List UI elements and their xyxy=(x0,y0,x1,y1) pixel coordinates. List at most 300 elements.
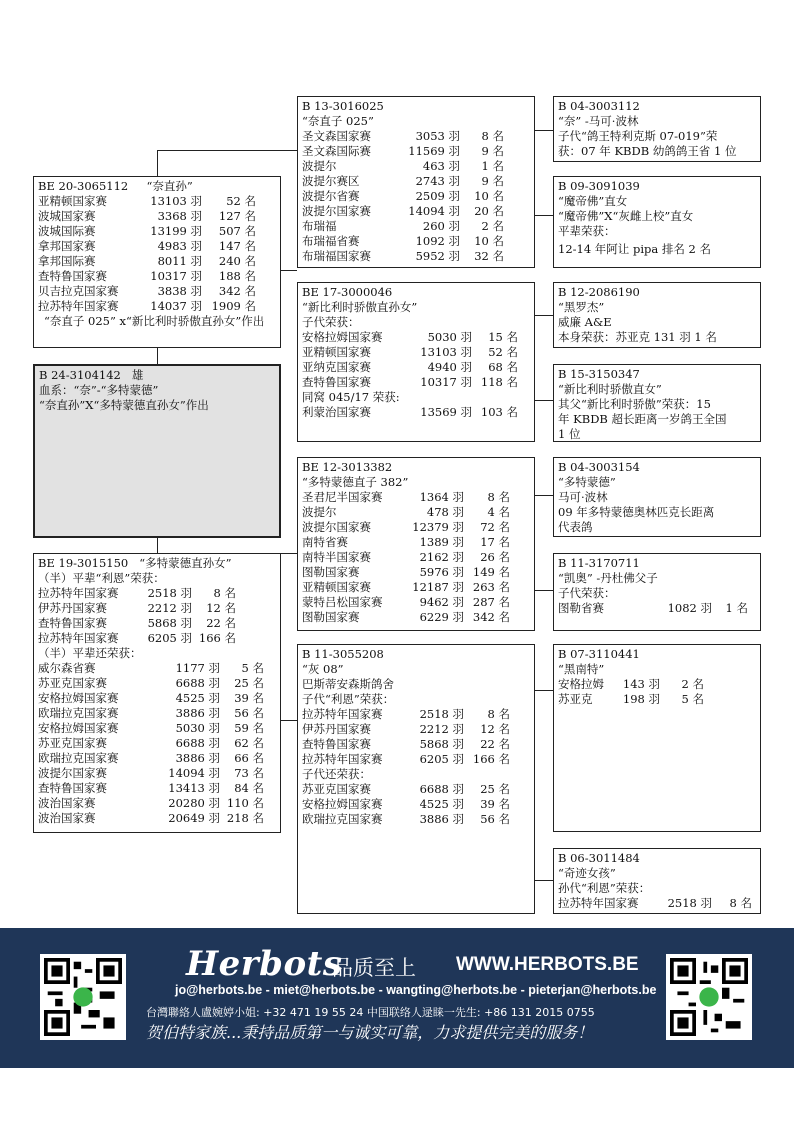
flock-size: 2162 羽 xyxy=(419,550,464,564)
great-granddam1-box xyxy=(553,176,761,268)
ggs3-line: “多特蒙德” xyxy=(558,475,616,489)
ggd4-line: 孙代“利恩”荣获： xyxy=(558,881,651,895)
flock-size: 1364 羽 xyxy=(419,490,464,504)
flock-size: 6688 羽 xyxy=(419,782,464,796)
connector xyxy=(534,495,553,496)
result-row xyxy=(302,737,530,752)
placement: 8 名 xyxy=(729,896,752,910)
ggd1-line: “魔帝佛”直女 xyxy=(558,194,628,208)
result-row xyxy=(558,896,756,911)
race-name: 图勒省赛 xyxy=(558,601,604,615)
ggs1-line: “奈” -马可·波林 xyxy=(558,114,639,128)
granddam2-ring: B 11-3055208 xyxy=(302,647,384,661)
granddam1-heading2: 同窝 045/17 荣获: xyxy=(302,390,400,404)
result-row xyxy=(302,595,530,610)
race-name: 查特鲁国家赛 xyxy=(38,269,107,283)
sire-box xyxy=(33,176,281,348)
result-row xyxy=(302,234,530,249)
result-row xyxy=(38,194,276,209)
result-row xyxy=(38,736,276,751)
flock-size: 2518 羽 xyxy=(147,586,192,600)
subject-bloodline: 血系：“奈”-“多特蒙德” xyxy=(39,383,159,397)
subject-header: B 24-3104142 雄 xyxy=(39,368,144,382)
flock-size: 14037 羽 xyxy=(150,299,202,313)
qr-code-line-icon[interactable] xyxy=(40,954,126,1040)
flock-size: 2509 羽 xyxy=(415,189,460,203)
ggs1-line: 获：07 年 KBDB 幼鸽鸽王省 1 位 xyxy=(558,144,737,158)
result-row xyxy=(302,722,530,737)
placement: 240 名 xyxy=(218,254,256,268)
flock-size: 1177 羽 xyxy=(175,661,220,675)
race-name: 波提尔国家赛 xyxy=(302,520,371,534)
placement: 9 名 xyxy=(481,144,504,158)
result-row xyxy=(302,565,530,580)
flock-size: 6229 羽 xyxy=(419,610,464,624)
result-row xyxy=(302,505,530,520)
flock-size: 5030 羽 xyxy=(175,721,220,735)
granddam2-heading2: 子代还荣获： xyxy=(302,767,371,781)
grandsire2-name: “多特蒙德直子 382” xyxy=(302,475,409,489)
placement: 1 名 xyxy=(725,601,748,615)
connector xyxy=(534,130,553,131)
flock-size: 3886 羽 xyxy=(419,812,464,826)
race-name: 图勒国家赛 xyxy=(302,610,360,624)
placement: 17 名 xyxy=(480,535,510,549)
flock-size: 10317 羽 xyxy=(150,269,202,283)
dam-heading2: （半）平辈还荣获： xyxy=(38,646,142,660)
result-row xyxy=(558,677,756,692)
placement: 66 名 xyxy=(234,751,264,765)
race-name: 蒙特吕松国家赛 xyxy=(302,595,383,609)
race-name: 欧瑞拉克国家赛 xyxy=(38,751,119,765)
result-row xyxy=(302,144,530,159)
race-name: 拿邦国家赛 xyxy=(38,239,96,253)
result-row xyxy=(38,299,276,314)
subject-box xyxy=(33,364,281,538)
grandsire1-name: “奈直子 025” xyxy=(302,114,374,128)
result-row xyxy=(38,766,276,781)
ggd1-line: 平辈荣获： xyxy=(558,224,616,238)
flock-size: 3053 羽 xyxy=(415,129,460,143)
race-name: 拉苏特年国家赛 xyxy=(38,586,119,600)
result-row xyxy=(302,219,530,234)
ggs3-ring: B 04-3003154 xyxy=(558,460,640,474)
placement: 72 名 xyxy=(480,520,510,534)
placement: 8 名 xyxy=(487,707,510,721)
placement: 287 名 xyxy=(472,595,510,609)
grandsire2-ring: BE 12-3013382 xyxy=(302,460,393,474)
race-name: 亚精顿国家赛 xyxy=(302,345,371,359)
connector xyxy=(157,347,158,365)
connector xyxy=(157,150,298,177)
flock-size: 478 羽 xyxy=(426,505,464,519)
grandsire1-box xyxy=(297,96,535,268)
result-row xyxy=(302,189,530,204)
race-name: 亚精顿国家赛 xyxy=(302,580,371,594)
flock-size: 5952 羽 xyxy=(415,249,460,263)
placement: 52 名 xyxy=(226,194,256,208)
result-row xyxy=(38,601,276,616)
great-grandsire1-box xyxy=(553,96,761,162)
great-granddam4-box xyxy=(553,848,761,914)
result-row xyxy=(38,269,276,284)
race-name: 亚精顿国家赛 xyxy=(38,194,107,208)
placement: 4 名 xyxy=(487,505,510,519)
placement: 2 名 xyxy=(681,677,704,691)
flock-size: 13103 羽 xyxy=(150,194,202,208)
result-row xyxy=(302,520,530,535)
race-name: 伊苏丹国家赛 xyxy=(302,722,371,736)
race-name: 安格拉姆国家赛 xyxy=(302,797,383,811)
placement: 127 名 xyxy=(218,209,256,223)
ggd2-ring: B 15-3150347 xyxy=(558,367,640,381)
placement: 166 名 xyxy=(198,631,236,645)
result-row xyxy=(302,375,530,390)
result-row xyxy=(38,676,276,691)
race-name: 拉苏特年国家赛 xyxy=(38,299,119,313)
placement: 10 名 xyxy=(474,189,504,203)
race-name: 拉苏特年国家赛 xyxy=(302,752,383,766)
placement: 26 名 xyxy=(480,550,510,564)
great-grandsire3-box xyxy=(553,457,761,537)
flock-size: 143 羽 xyxy=(622,677,660,691)
result-row xyxy=(302,797,530,812)
race-name: 波提尔国家赛 xyxy=(302,204,371,218)
placement: 147 名 xyxy=(218,239,256,253)
flock-size: 10317 羽 xyxy=(420,375,472,389)
ggs3-line: 马可·波林 xyxy=(558,490,608,504)
placement: 9 名 xyxy=(481,174,504,188)
result-row xyxy=(38,586,276,601)
race-name: 波提尔赛区 xyxy=(302,174,360,188)
placement: 84 名 xyxy=(234,781,264,795)
result-row xyxy=(38,254,276,269)
dam-heading1: （半）平辈“利恩”荣获： xyxy=(38,571,165,585)
grandsire2-box xyxy=(297,457,535,631)
granddam2-loft: 巴斯蒂安森斯鸽舍 xyxy=(302,677,394,691)
race-name: 查特鲁国家赛 xyxy=(38,616,107,630)
granddam1-name: “新比利时骄傲直孙女” xyxy=(302,300,418,314)
ggs3-line: 代表鸽 xyxy=(558,520,593,534)
flock-size: 4525 羽 xyxy=(419,797,464,811)
race-name: 拉苏特年国家赛 xyxy=(558,896,639,910)
flock-size: 260 羽 xyxy=(422,219,460,233)
connector xyxy=(534,880,553,881)
granddam2-heading: 子代“利恩”荣获： xyxy=(302,692,395,706)
placement: 22 名 xyxy=(480,737,510,751)
result-row xyxy=(558,601,756,616)
placement: 12 名 xyxy=(206,601,236,615)
flock-size: 13199 羽 xyxy=(150,224,202,238)
placement: 188 名 xyxy=(218,269,256,283)
placement: 12 名 xyxy=(480,722,510,736)
granddam1-ring: BE 17-3000046 xyxy=(302,285,393,299)
race-name: 图勒国家赛 xyxy=(302,565,360,579)
race-name: 威尔森省赛 xyxy=(38,661,96,675)
race-name: 安格拉姆国家赛 xyxy=(38,691,119,705)
ggd3-ring: B 11-3170711 xyxy=(558,556,640,570)
result-row xyxy=(302,580,530,595)
placement: 25 名 xyxy=(480,782,510,796)
connector xyxy=(534,215,553,216)
result-row xyxy=(302,249,530,264)
connector xyxy=(280,270,297,271)
race-name: 查特鲁国家赛 xyxy=(302,737,371,751)
granddam1-heading: 子代荣获： xyxy=(302,315,360,329)
race-name: 安格拉姆国家赛 xyxy=(302,330,383,344)
qr-code-wechat-icon[interactable] xyxy=(666,954,752,1040)
result-row xyxy=(302,129,530,144)
ggd3-line: 子代荣获： xyxy=(558,586,616,600)
flock-size: 463 羽 xyxy=(422,159,460,173)
sire-header: BE 20-3065112 “奈直孙” xyxy=(38,179,193,193)
website-link[interactable]: WWW.HERBOTS.BE xyxy=(456,954,639,975)
ggs2-line: 本身荣获：苏亚克 131 羽 1 名 xyxy=(558,330,717,344)
ggd3-line: “凯奥” -丹杜佛父子 xyxy=(558,571,658,585)
flock-size: 1389 羽 xyxy=(419,535,464,549)
flock-size: 4983 羽 xyxy=(157,239,202,253)
result-row xyxy=(302,610,530,625)
race-name: 亚纳克国家赛 xyxy=(302,360,371,374)
connector xyxy=(534,690,553,691)
result-row xyxy=(302,707,530,722)
result-row xyxy=(38,721,276,736)
result-row xyxy=(302,204,530,219)
placement: 56 名 xyxy=(480,812,510,826)
great-grandsire2-box xyxy=(553,282,761,348)
placement: 1 名 xyxy=(481,159,504,173)
flock-size: 2212 羽 xyxy=(419,722,464,736)
result-row xyxy=(38,616,276,631)
flock-size: 13413 羽 xyxy=(168,781,220,795)
placement: 56 名 xyxy=(234,706,264,720)
flock-size: 9462 羽 xyxy=(419,595,464,609)
placement: 5 名 xyxy=(681,692,704,706)
placement: 342 名 xyxy=(218,284,256,298)
qr-code-icon xyxy=(670,958,748,1036)
result-row xyxy=(302,405,530,420)
result-row xyxy=(38,284,276,299)
grandsire1-ring: B 13-3016025 xyxy=(302,99,384,113)
flock-size: 4525 羽 xyxy=(175,691,220,705)
ggs2-line: 威廉 A&E xyxy=(558,315,612,329)
connector xyxy=(534,400,553,401)
placement: 73 名 xyxy=(234,766,264,780)
flock-size: 5868 羽 xyxy=(147,616,192,630)
ggd1-line: 12-14 年阿让 pipa 排名 2 名 xyxy=(558,242,712,256)
race-name: 波城国家赛 xyxy=(38,209,96,223)
flock-size: 3886 羽 xyxy=(175,751,220,765)
ggs2-ring: B 12-2086190 xyxy=(558,285,640,299)
company-motto: 贺伯特家族...秉持品质第一与诚实可靠，力求提供完美的服务！ xyxy=(146,1023,594,1042)
race-name: 圣文森国家赛 xyxy=(302,129,371,143)
race-name: 南特省赛 xyxy=(302,535,348,549)
placement: 103 名 xyxy=(480,405,518,419)
race-name: 拉苏特年国家赛 xyxy=(38,631,119,645)
race-name: 伊苏丹国家赛 xyxy=(38,601,107,615)
ggd2-line: 1 位 xyxy=(558,427,581,441)
race-name: 贝吉拉克国家赛 xyxy=(38,284,119,298)
race-name: 苏亚克国家赛 xyxy=(38,676,107,690)
placement: 52 名 xyxy=(488,345,518,359)
placement: 1909 名 xyxy=(211,299,256,313)
granddam2-name: “灰 08” xyxy=(302,662,344,676)
race-name: 安格拉姆 xyxy=(558,677,604,691)
dam-box xyxy=(33,553,281,833)
result-row xyxy=(38,209,276,224)
flock-size: 14094 羽 xyxy=(408,204,460,218)
placement: 149 名 xyxy=(472,565,510,579)
race-name: 波城国际赛 xyxy=(38,224,96,238)
result-row xyxy=(302,159,530,174)
flock-size: 12379 羽 xyxy=(412,520,464,534)
flock-size: 6205 羽 xyxy=(147,631,192,645)
race-name: 布瑞福省赛 xyxy=(302,234,360,248)
race-name: 波提尔 xyxy=(302,159,337,173)
flock-size: 2518 羽 xyxy=(667,896,712,910)
placement: 2 名 xyxy=(481,219,504,233)
ggs1-ring: B 04-3003112 xyxy=(558,99,640,113)
great-grandsire4-box xyxy=(553,644,761,832)
flock-size: 198 羽 xyxy=(622,692,660,706)
ggs3-line: 09 年多特蒙德奥林匹克长距离 xyxy=(558,505,715,519)
race-name: 圣君尼半国家赛 xyxy=(302,490,383,504)
result-row xyxy=(558,692,756,707)
placement: 8 名 xyxy=(481,129,504,143)
flock-size: 3368 羽 xyxy=(157,209,202,223)
ggs4-line: “黑南特” xyxy=(558,662,605,676)
result-row xyxy=(38,751,276,766)
connector xyxy=(534,590,553,591)
flock-size: 5030 羽 xyxy=(427,330,472,344)
flock-size: 20280 羽 xyxy=(168,796,220,810)
race-name: 苏亚克国家赛 xyxy=(302,782,371,796)
flock-size: 14094 羽 xyxy=(168,766,220,780)
granddam1-box xyxy=(297,282,535,442)
flock-size: 13103 羽 xyxy=(420,345,472,359)
flock-size: 4940 羽 xyxy=(427,360,472,374)
result-row xyxy=(38,811,276,826)
race-name: 波治国家赛 xyxy=(38,811,96,825)
flock-size: 3838 羽 xyxy=(157,284,202,298)
placement: 166 名 xyxy=(472,752,510,766)
flock-size: 2212 羽 xyxy=(147,601,192,615)
ggs2-line: “黑罗杰” xyxy=(558,300,605,314)
great-granddam3-box xyxy=(553,553,761,631)
flock-size: 6688 羽 xyxy=(175,736,220,750)
flock-size: 13569 羽 xyxy=(420,405,472,419)
result-row xyxy=(302,550,530,565)
flock-size: 11569 羽 xyxy=(408,144,460,158)
placement: 118 名 xyxy=(480,375,518,389)
placement: 22 名 xyxy=(206,616,236,630)
placement: 68 名 xyxy=(488,360,518,374)
placement: 39 名 xyxy=(234,691,264,705)
great-granddam2-box xyxy=(553,364,761,442)
ggd4-line: “奇迹女孩” xyxy=(558,866,616,880)
flock-size: 1082 羽 xyxy=(667,601,712,615)
ggd1-line: “魔帝佛”X“灰雌上校”直女 xyxy=(558,209,694,223)
race-name: 苏亚克国家赛 xyxy=(38,736,107,750)
race-name: 波提尔省赛 xyxy=(302,189,360,203)
result-row xyxy=(38,796,276,811)
dam-header: BE 19-3015150 “多特蒙德直孙女” xyxy=(38,556,232,570)
flock-size: 2743 羽 xyxy=(415,174,460,188)
race-name: 欧瑞拉克国家赛 xyxy=(302,812,383,826)
ggd4-ring: B 06-3011484 xyxy=(558,851,640,865)
race-name: 波提尔 xyxy=(302,505,337,519)
flock-size: 3886 羽 xyxy=(175,706,220,720)
placement: 507 名 xyxy=(218,224,256,238)
connector xyxy=(157,537,158,553)
qr-code-icon xyxy=(44,958,122,1036)
race-name: 安格拉姆国家赛 xyxy=(38,721,119,735)
flock-size: 12187 羽 xyxy=(412,580,464,594)
placement: 10 名 xyxy=(474,234,504,248)
race-name: 查特鲁国家赛 xyxy=(38,781,107,795)
result-row xyxy=(38,781,276,796)
granddam2-box xyxy=(297,644,535,914)
flock-size: 6688 羽 xyxy=(175,676,220,690)
placement: 15 名 xyxy=(488,330,518,344)
placement: 20 名 xyxy=(474,204,504,218)
placement: 110 名 xyxy=(226,796,264,810)
result-row xyxy=(302,535,530,550)
result-row xyxy=(302,345,530,360)
result-row xyxy=(38,706,276,721)
result-row xyxy=(302,782,530,797)
race-name: 波治国家赛 xyxy=(38,796,96,810)
result-row xyxy=(302,360,530,375)
race-name: 圣文森国际赛 xyxy=(302,144,371,158)
result-row xyxy=(38,691,276,706)
result-row xyxy=(38,631,276,646)
race-name: 拿邦国际赛 xyxy=(38,254,96,268)
placement: 25 名 xyxy=(234,676,264,690)
placement: 5 名 xyxy=(241,661,264,675)
result-row xyxy=(38,239,276,254)
race-name: 欧瑞拉克国家赛 xyxy=(38,706,119,720)
placement: 8 名 xyxy=(213,586,236,600)
brand-logo: Herbots xyxy=(186,944,343,984)
placement: 218 名 xyxy=(226,811,264,825)
placement: 263 名 xyxy=(472,580,510,594)
flock-size: 1092 羽 xyxy=(415,234,460,248)
race-name: 苏亚克 xyxy=(558,692,593,706)
flock-size: 8011 羽 xyxy=(157,254,202,268)
subject-origin: “奈直孙”X“多特蒙德直孙女”作出 xyxy=(39,398,209,412)
ggd2-line: 年 KBDB 超长距离一岁鸽王全国 xyxy=(558,412,727,426)
ggd2-line: “新比利时骄傲直女” xyxy=(558,382,662,396)
result-row xyxy=(302,330,530,345)
sire-note: “奈直子 025” x“新比利时骄傲直孙女”作出 xyxy=(44,314,265,328)
placement: 39 名 xyxy=(480,797,510,811)
ggd2-line: 其父“新比利时骄傲”荣获：15 xyxy=(558,397,711,411)
placement: 59 名 xyxy=(234,721,264,735)
result-row xyxy=(38,661,276,676)
result-row xyxy=(302,812,530,827)
flock-size: 5868 羽 xyxy=(419,737,464,751)
placement: 8 名 xyxy=(487,490,510,504)
email-contacts[interactable]: jo@herbots.be - miet@herbots.be - wangting@herbots.be - pieterjan@herbots.be xyxy=(175,983,657,997)
result-row xyxy=(302,174,530,189)
connector xyxy=(280,720,297,721)
placement: 62 名 xyxy=(234,736,264,750)
result-row xyxy=(302,752,530,767)
race-name: 拉苏特年国家赛 xyxy=(302,707,383,721)
placement: 342 名 xyxy=(472,610,510,624)
race-name: 查特鲁国家赛 xyxy=(302,375,371,389)
